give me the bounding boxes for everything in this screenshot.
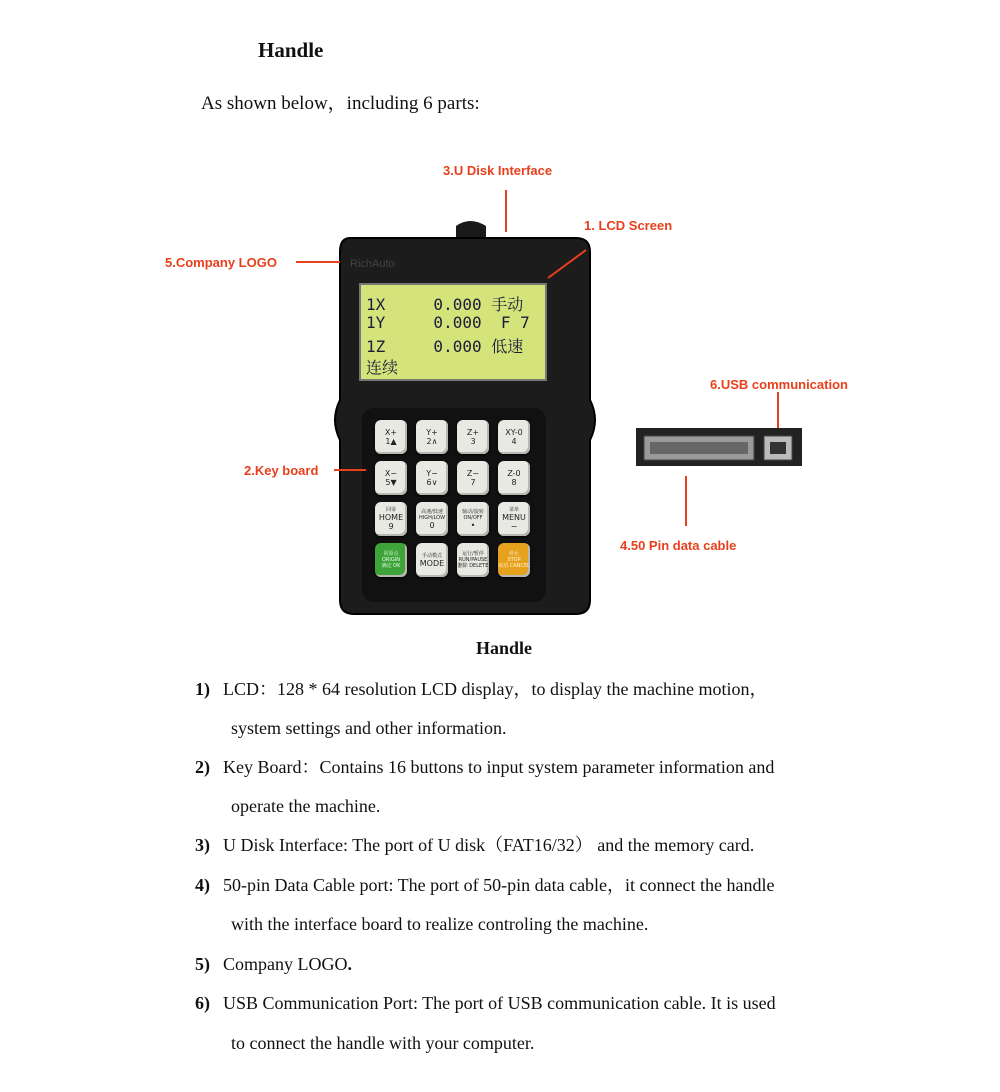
list-item: 6) USB Communication Port: The port of USB communication cable. It is used <box>195 993 776 1013</box>
key-z-minus[interactable]: Z− 7 <box>457 461 489 495</box>
intro-text: As shown below，including 6 parts: <box>201 93 480 114</box>
callout-usb: 6.USB communication <box>710 377 848 392</box>
brand-logo: RichAuto <box>350 258 395 270</box>
key-origin-ok[interactable]: 回原点 ORIGIN 确定 OK <box>375 543 407 577</box>
key-xy-zero[interactable]: XY-0 4 <box>498 420 530 454</box>
key-home[interactable]: 回零 HOME 9 <box>375 502 407 536</box>
key-y-plus[interactable]: Y+ 2∧ <box>416 420 448 454</box>
usb-port-inner <box>770 442 786 454</box>
key-menu[interactable]: 菜单 MENU − <box>498 502 530 536</box>
list-item: 4) 50-pin Data Cable port: The port of 50-pin data cable，it connect the handle <box>195 875 775 895</box>
lcd-line-1: 1X 0.000 手动 <box>366 295 524 314</box>
callout-logo: 5.Company LOGO <box>165 255 277 270</box>
lcd-line-2: 1Y 0.000 F 7 <box>366 313 530 332</box>
key-z-plus[interactable]: Z+ 3 <box>457 420 489 454</box>
page-title: Handle <box>258 38 324 62</box>
key-mode[interactable]: 手动模式 MODE <box>416 543 448 577</box>
key-y-minus[interactable]: Y− 6∨ <box>416 461 448 495</box>
key-stop-cancel[interactable]: 停止 STOP 取消 CANCEL <box>498 543 530 577</box>
lcd-line-3: 1Z 0.000 低速 <box>366 337 524 356</box>
list-item-cont: operate the machine. <box>231 796 381 816</box>
key-high-low[interactable]: 高速/低速 HIGH/LOW 0 <box>416 502 448 536</box>
callout-lcd: 1. LCD Screen <box>584 218 673 233</box>
list-item-cont: with the interface board to realize controling the machine. <box>231 914 649 934</box>
callout-udisk: 3.U Disk Interface <box>443 163 553 178</box>
key-x-plus[interactable]: X+ 1▲ <box>375 420 407 454</box>
list-item: 3) U Disk Interface: The port of U disk（FAT16/32） and the memory card. <box>195 835 755 855</box>
lcd-line-4: 连续 <box>366 358 399 377</box>
list-item: 2) Key Board：Contains 16 buttons to input system parameter information and <box>195 757 775 777</box>
key-x-minus[interactable]: X− 5▼ <box>375 461 407 495</box>
list-item-cont: system settings and other information. <box>231 718 507 738</box>
list-item: 1) LCD：128 * 64 resolution LCD display，to display the machine motion， <box>195 679 768 699</box>
callout-keyboard: 2.Key board <box>244 463 319 478</box>
list-item: 5) Company LOGO. <box>195 954 352 974</box>
connector-pins <box>650 442 748 454</box>
figure-caption: Handle <box>476 638 533 658</box>
callout-cable: 4.50 Pin data cable <box>620 538 737 553</box>
list-item-cont: to connect the handle with your computer. <box>231 1033 535 1053</box>
key-on-off[interactable]: 轴动/旋转 ON/OFF • <box>457 502 489 536</box>
key-z-zero[interactable]: Z-0 8 <box>498 461 530 495</box>
key-run-pause-delete[interactable]: 运行/暂停 RUN/PAUSE 删除 DELETE <box>457 543 489 577</box>
